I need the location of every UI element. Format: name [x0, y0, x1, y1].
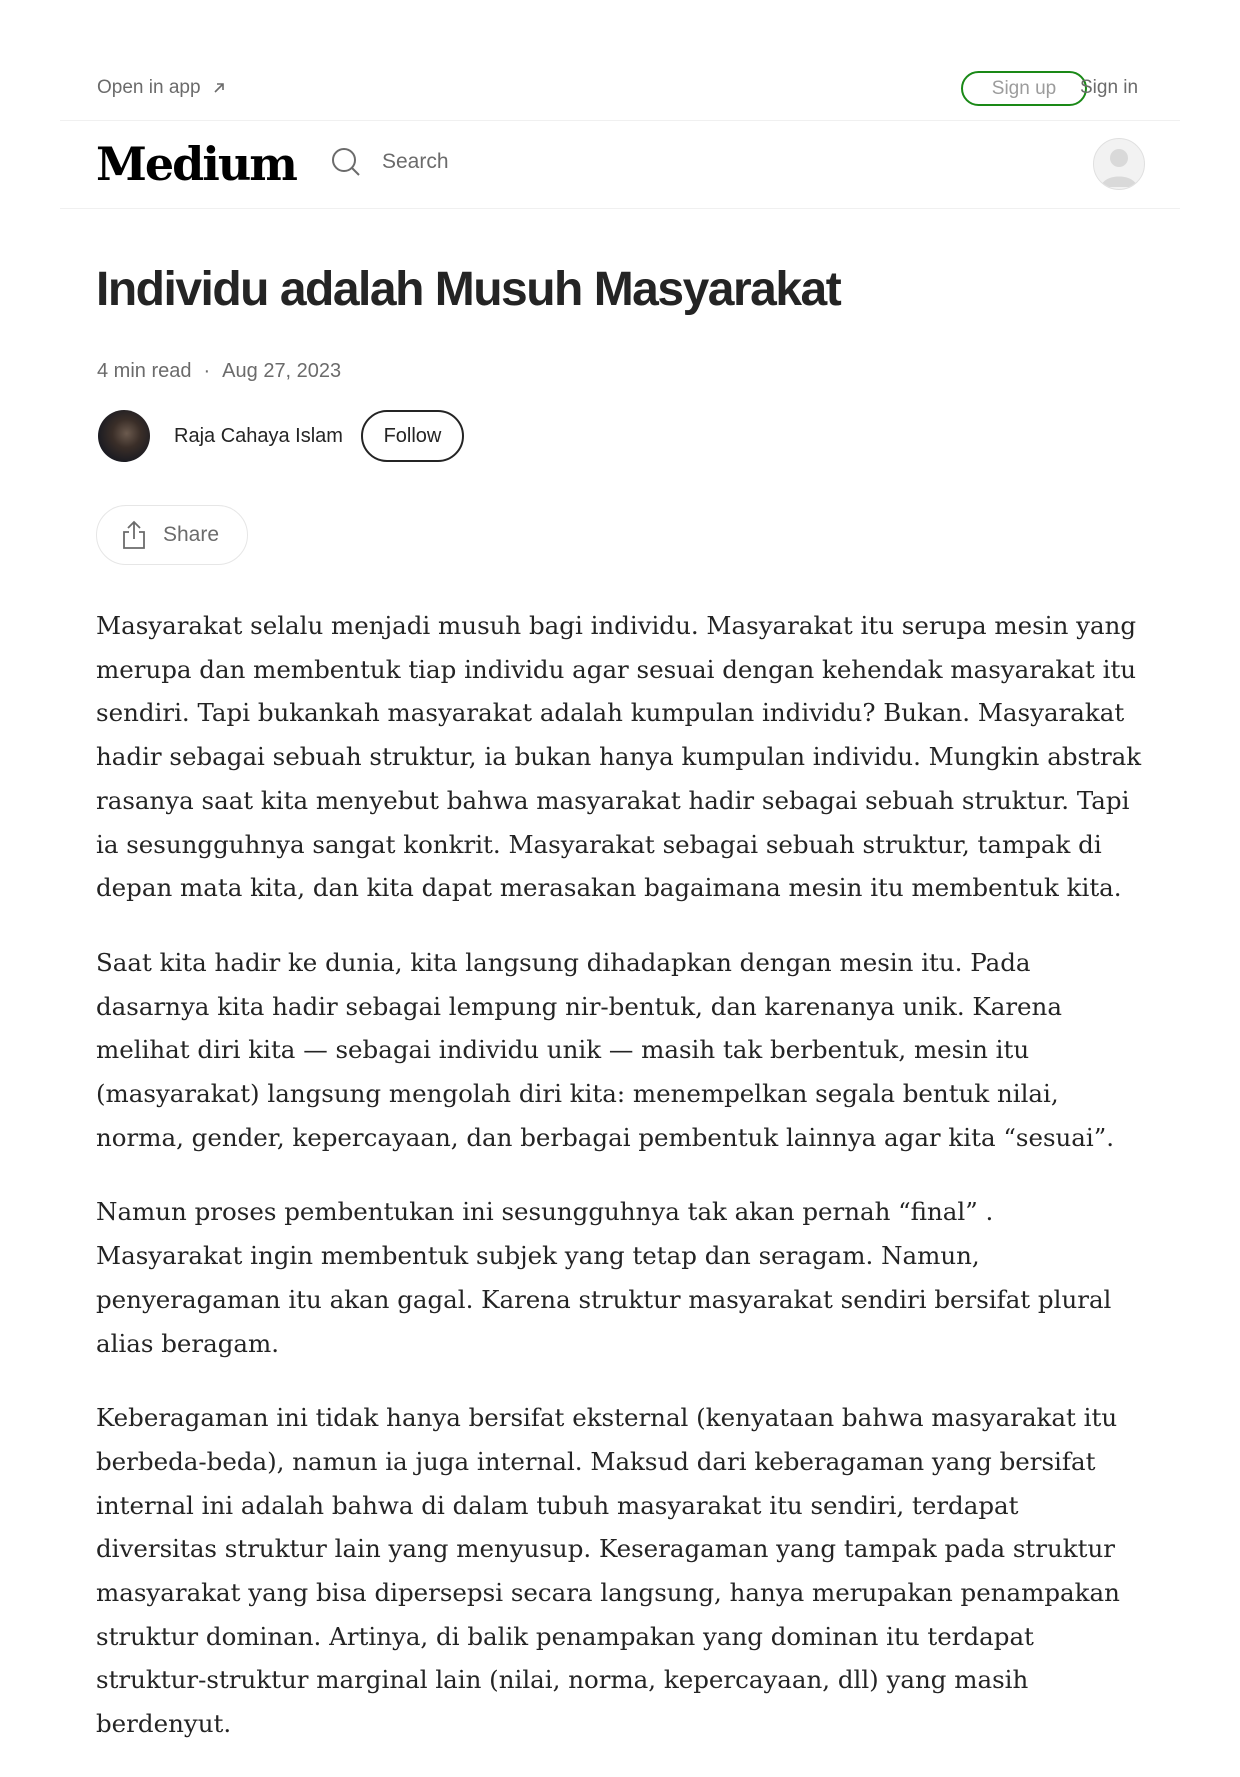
arrow-up-right-icon [211, 80, 227, 96]
meta-separator: · [203, 360, 211, 382]
divider [60, 208, 1180, 209]
article-paragraph: Masyarakat selalu menjadi musuh bagi individu. Masyarakat itu serupa mesin yang merupa dan membentuk tiap individu agar sesuai dengan kehendak masyarakat itu sendiri. Tapi bukankah masyarakat adalah kumpulan individu? Bukan. Masyarakat hadir sebagai sebuah struktur, ia bukan hanya kumpulan individu. Mungkin abstrak rasanya saat kita menyebut bahwa masyarakat hadir sebagai sebuah struktur. Tapi ia sesungguhnya sangat konkrit. Masyarakat sebagai sebuah struktur, tampak di depan mata kita, dan kita dapat merasakan bagaimana mesin itu membentuk kita. [96, 611, 1142, 903]
follow-button[interactable]: Follow [361, 410, 464, 462]
article-title: Individu adalah Musuh Masyarakat [96, 263, 841, 316]
search-bar[interactable] [330, 146, 449, 178]
article-meta [97, 360, 341, 383]
read-time: 4 min read [97, 360, 192, 382]
publish-date: Aug 27, 2023 [222, 360, 342, 382]
share-icon [121, 520, 147, 550]
author-name[interactable]: Raja Cahaya Islam [174, 424, 343, 447]
article-paragraph: Keberagaman ini tidak hanya bersifat eksternal (kenyataan bahwa masyarakat itu berbeda-beda), namun ia juga internal. Maksud dari keberagaman yang bersifat internal ini adalah bahwa di dalam tubuh masyarakat itu sendiri, terdapat diversitas struktur lain yang menyusup. Keseragaman yang tampak pada struktur masyarakat yang bisa dipersepsi secara langsung, hanya merupakan penampakan struktur dominan. Artinya, di balik penampakan yang dominan itu terdapat struktur-struktur marginal lain (nilai, norma, kepercayaan, dll) yang masih berdenyut. [96, 1403, 1120, 1739]
article-paragraph: Namun proses pembentukan ini sesungguhnya tak akan pernah “final” . Masyarakat ingin membentuk subjek yang tetap dan seragam. Namun, penyeragaman itu akan gagal. Karena struktur masyarakat sendiri bersifat plural alias beragam. [96, 1197, 1112, 1358]
open-in-app-label: Open in app [97, 77, 201, 98]
author-avatar[interactable] [98, 410, 150, 462]
search-icon [330, 146, 362, 178]
sign-up-button[interactable]: Sign up [961, 71, 1087, 106]
open-in-app-link[interactable] [97, 77, 227, 99]
share-label: Share [163, 523, 220, 546]
sign-in-link[interactable]: Sign in [1080, 77, 1139, 98]
medium-logo[interactable]: Medium [96, 137, 296, 191]
search-input[interactable]: Search [382, 150, 449, 173]
user-avatar-icon[interactable] [1093, 138, 1145, 190]
share-button[interactable] [96, 505, 248, 565]
article-body [96, 604, 1146, 1777]
divider [60, 120, 1180, 121]
article-paragraph: Saat kita hadir ke dunia, kita langsung dihadapkan dengan mesin itu. Pada dasarnya kita hadir sebagai lempung nir-bentuk, dan karenanya unik. Karena melihat diri kita — sebagai individu unik — masih tak berbentuk, mesin itu (masyarakat) langsung mengolah diri kita: menempelkan segala bentuk nilai, norma, gender, kepercayaan, dan berbagai pembentuk lainnya agar kita “sesuai”. [96, 947, 1115, 1152]
author-row [98, 410, 464, 462]
top-bar [0, 0, 1240, 120]
